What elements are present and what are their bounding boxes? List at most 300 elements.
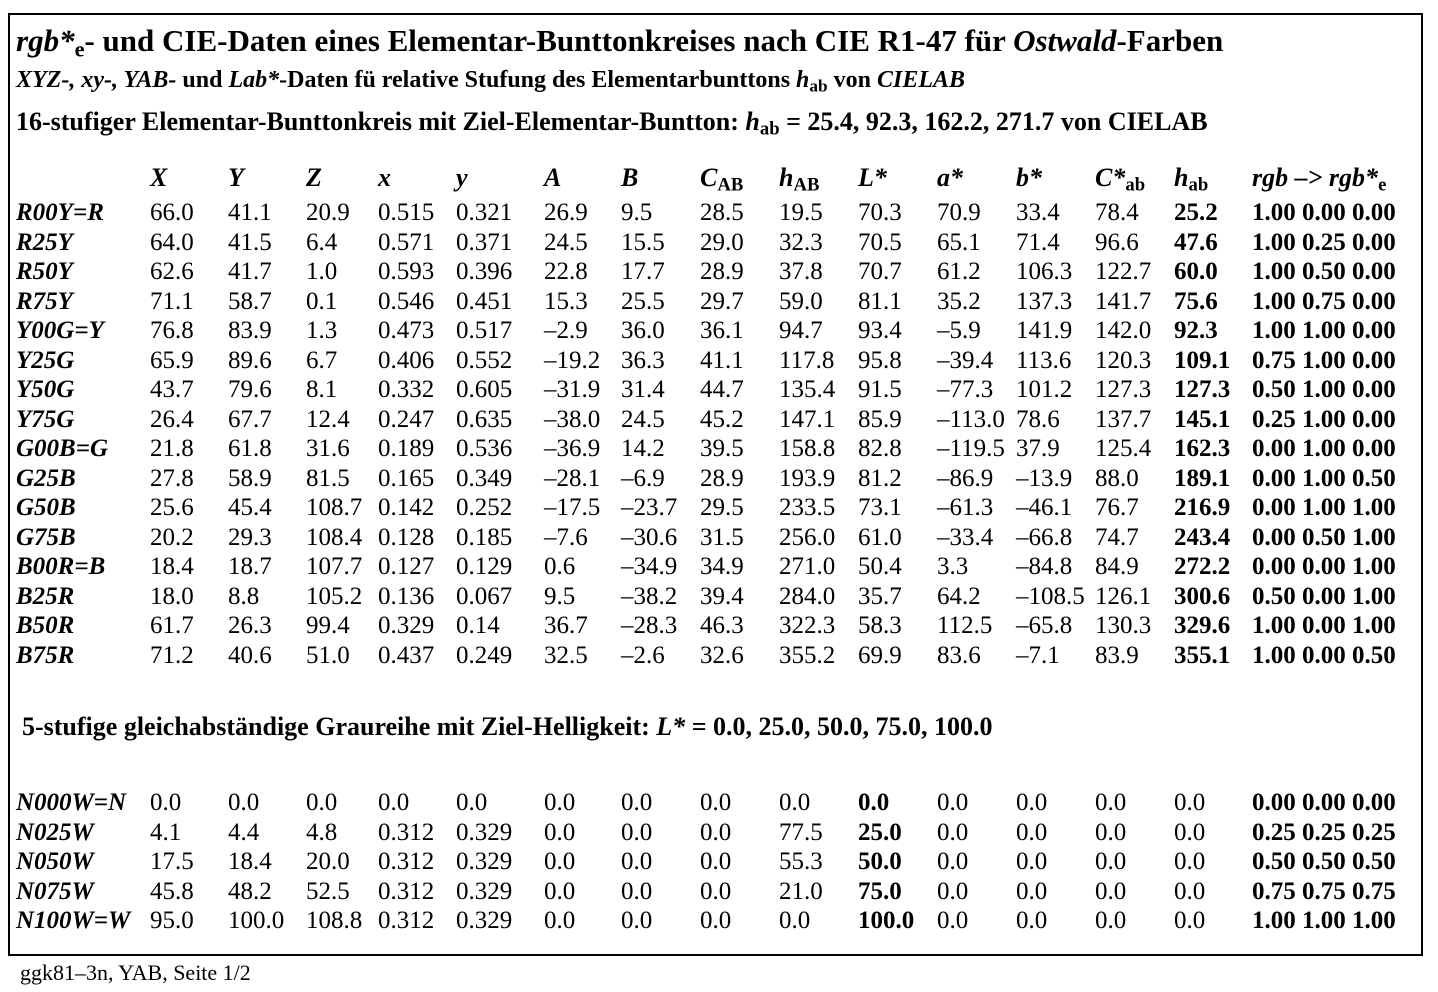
table-cell: 77.5	[779, 818, 823, 846]
table-cell: –7.6	[544, 523, 588, 551]
table-cell: 58.3	[858, 612, 902, 639]
table-cell: 70.9	[937, 199, 981, 226]
column-header: $h_{ab}$	[1174, 163, 1209, 196]
table-cell: 0.14	[456, 612, 500, 639]
heading-part: L*	[656, 712, 686, 741]
subtitle-part: h	[796, 67, 810, 93]
table-cell: 0.0	[700, 907, 732, 934]
row-label: R50Y	[16, 258, 73, 285]
table-cell: –2.6	[621, 641, 665, 669]
table-cell: 71.1	[150, 287, 194, 315]
row-label: G00B=G	[16, 435, 109, 462]
table-cell: 125.4	[1095, 435, 1152, 462]
table-cell: 15.5	[621, 228, 665, 256]
table-cell: 1.00 0.25 0.00	[1252, 228, 1396, 256]
table-cell: 0.0	[700, 877, 732, 905]
table-cell: 18.4	[150, 553, 194, 580]
table-cell: 70.3	[858, 199, 902, 226]
table-row	[10, 257, 1421, 287]
table-cell: 0.329	[456, 818, 513, 846]
table-cell: 70.5	[858, 228, 902, 256]
table-cell: 0.0	[1095, 848, 1127, 875]
row-label: R25Y	[16, 228, 73, 256]
row-label: B75R	[16, 641, 75, 669]
table-row	[10, 552, 1421, 582]
table-cell: 1.00 0.75 0.00	[1252, 287, 1396, 315]
table-cell: 0.50 1.00 0.00	[1252, 376, 1396, 403]
table-cell: 4.4	[228, 818, 260, 846]
table-cell: 300.6	[1174, 582, 1231, 610]
table-cell: 91.5	[858, 376, 902, 403]
table-cell: 36.3	[621, 346, 665, 374]
table-cell: 37.8	[779, 258, 823, 285]
table-cell: 61.2	[937, 258, 981, 285]
table-cell: 1.00 1.00 1.00	[1252, 907, 1396, 934]
table-cell: 0.252	[456, 494, 513, 521]
table-cell: 0.0	[1095, 789, 1127, 816]
table-cell: 0.312	[378, 818, 435, 846]
table-cell: 135.4	[779, 376, 836, 403]
table-cell: 0.312	[378, 877, 435, 905]
table-cell: 33.4	[1016, 199, 1060, 226]
table-cell: 24.5	[544, 228, 588, 256]
table-cell: 0.0	[378, 789, 410, 816]
table-cell: 0.0	[1095, 877, 1127, 905]
column-header: a*	[937, 163, 963, 192]
row-label: Y50G	[16, 376, 75, 403]
table-cell: 92.3	[1174, 317, 1218, 344]
title-ostwald: Ostwald	[1013, 23, 1117, 58]
table-cell: 256.0	[779, 523, 836, 551]
column-header: rgb –> $rgb*_e$	[1252, 163, 1387, 196]
row-label: Y75G	[16, 405, 75, 433]
table-cell: 108.8	[306, 907, 363, 934]
table-cell: 100.0	[858, 907, 915, 934]
table-row	[10, 906, 1421, 936]
table-cell: 29.5	[700, 494, 744, 521]
table-cell: 75.0	[858, 877, 902, 905]
table-cell: 0.571	[378, 228, 435, 256]
table-cell: 41.7	[228, 258, 272, 285]
table-cell: 9.5	[621, 199, 653, 226]
table-cell: 6.4	[306, 228, 338, 256]
table-cell: 28.9	[700, 258, 744, 285]
table-cell: 20.9	[306, 199, 350, 226]
table-row	[10, 818, 1421, 848]
row-label: G75B	[16, 523, 76, 551]
table-cell: 12.4	[306, 405, 350, 433]
row-label: B00R=B	[16, 553, 106, 580]
column-header: x	[378, 163, 391, 192]
table-cell: 0.0	[621, 848, 653, 875]
table-cell: 0.0	[306, 789, 338, 816]
table-cell: 0.349	[456, 464, 513, 492]
table-cell: 0.189	[378, 435, 435, 462]
table-cell: 17.7	[621, 258, 665, 285]
gray-series-heading	[22, 712, 993, 742]
row-label: R00Y=R	[16, 199, 104, 226]
table-cell: 41.1	[228, 199, 272, 226]
table-row	[10, 788, 1421, 818]
table-cell: 0.0	[621, 818, 653, 846]
table-cell: 355.2	[779, 641, 836, 669]
table-cell: 84.9	[1095, 553, 1139, 580]
table-cell: 0.605	[456, 376, 513, 403]
table-cell: 58.7	[228, 287, 272, 315]
table-cell: 81.1	[858, 287, 902, 315]
table-cell: 0.0	[1174, 907, 1206, 934]
table-row	[10, 287, 1421, 317]
table-cell: 17.5	[150, 848, 194, 875]
table-cell: 0.0	[1016, 848, 1048, 875]
table-cell: 1.3	[306, 317, 338, 344]
table-cell: 137.7	[1095, 405, 1152, 433]
table-cell: 78.4	[1095, 199, 1139, 226]
table-cell: 0.546	[378, 287, 435, 315]
table-cell: 117.8	[779, 346, 835, 374]
table-cell: 0.0	[700, 818, 732, 846]
page-title	[16, 23, 1224, 62]
table-cell: 21.8	[150, 435, 194, 462]
table-cell: 108.7	[306, 494, 363, 521]
table-cell: 71.2	[150, 641, 194, 669]
table-cell: –66.8	[1016, 523, 1073, 551]
table-cell: –23.7	[621, 494, 678, 521]
table-cell: 0.0	[858, 789, 890, 816]
table-cell: 322.3	[779, 612, 836, 639]
table-cell: 0.127	[378, 553, 435, 580]
table-cell: 0.332	[378, 376, 435, 403]
table-cell: –39.4	[937, 346, 994, 374]
table-cell: –46.1	[1016, 494, 1073, 521]
table-cell: 101.2	[1016, 376, 1073, 403]
table-cell: 0.0	[1095, 907, 1127, 934]
table-cell: 95.0	[150, 907, 194, 934]
subtitle-part: und	[176, 67, 229, 93]
table-cell: 64.0	[150, 228, 194, 256]
table-cell: 0.0	[150, 789, 182, 816]
table-cell: 0.75 0.75 0.75	[1252, 877, 1396, 905]
table-cell: 0.0	[544, 907, 576, 934]
table-cell: 0.0	[779, 907, 811, 934]
table-row	[10, 228, 1421, 258]
table-cell: 0.0	[544, 848, 576, 875]
table-cell: 71.4	[1016, 228, 1060, 256]
table-cell: 94.7	[779, 317, 823, 344]
row-label: Y25G	[16, 346, 75, 374]
table-cell: 100.0	[228, 907, 285, 934]
table-cell: 1.00 0.00 0.00	[1252, 199, 1396, 226]
table-cell: 0.0	[937, 877, 969, 905]
table-cell: 243.4	[1174, 523, 1231, 551]
table-cell: 95.8	[858, 346, 902, 374]
table-cell: 31.5	[700, 523, 744, 551]
table-cell: 0.0	[937, 818, 969, 846]
table-cell: –38.0	[544, 405, 601, 433]
table-cell: 50.4	[858, 553, 902, 580]
table-cell: 51.0	[306, 641, 350, 669]
table-cell: 45.8	[150, 877, 194, 905]
table-cell: 0.067	[456, 582, 513, 610]
table-cell: 142.0	[1095, 317, 1152, 344]
row-label: N050W	[16, 848, 94, 875]
table-cell: –61.3	[937, 494, 994, 521]
table-cell: 24.5	[621, 405, 665, 433]
table-cell: 19.5	[779, 199, 823, 226]
table-cell: 272.2	[1174, 553, 1231, 580]
column-header: Y	[228, 163, 244, 192]
table-cell: 9.5	[544, 582, 576, 610]
subtitle-part: Lab*	[228, 67, 280, 93]
table-cell: 141.7	[1095, 287, 1152, 315]
table-cell: 70.7	[858, 258, 902, 285]
table-cell: 0.0	[1174, 789, 1206, 816]
column-header: A	[544, 163, 562, 192]
table-cell: 99.4	[306, 612, 350, 639]
table-cell: –30.6	[621, 523, 678, 551]
table-cell: 0.0	[937, 789, 969, 816]
table-cell: 1.00 0.50 0.00	[1252, 258, 1396, 285]
table-row	[10, 464, 1421, 494]
table-cell: 0.517	[456, 317, 513, 344]
hue-circle-heading	[16, 107, 1208, 140]
column-header: B	[621, 163, 639, 192]
table-cell: 0.6	[544, 553, 576, 580]
table-cell: 0.0	[1016, 789, 1048, 816]
table-row	[10, 316, 1421, 346]
table-cell: 55.3	[779, 848, 823, 875]
table-cell: 4.8	[306, 818, 338, 846]
table-cell: –119.5	[937, 435, 1005, 462]
table-cell: 0.329	[456, 907, 513, 934]
table-row	[10, 611, 1421, 641]
table-cell: 39.4	[700, 582, 744, 610]
table-cell: 0.406	[378, 346, 435, 374]
table-cell: 46.3	[700, 612, 744, 639]
table-cell: 0.0	[1174, 848, 1206, 875]
title-text: - und CIE-Daten eines Elementar-Bunttonkreises nach CIE R1-47 für	[84, 23, 1014, 58]
table-cell: 36.7	[544, 612, 588, 639]
table-cell: 48.2	[228, 877, 272, 905]
table-cell: –5.9	[937, 317, 981, 344]
table-cell: 74.7	[1095, 523, 1139, 551]
table-row	[10, 523, 1421, 553]
table-cell: –65.8	[1016, 612, 1073, 639]
table-cell: 0.329	[456, 877, 513, 905]
column-header: $C_{AB}$	[700, 163, 744, 196]
table-cell: 0.0	[1016, 907, 1048, 934]
table-cell: 0.437	[378, 641, 435, 669]
table-cell: 34.9	[700, 553, 744, 580]
heading-sub: ab	[759, 118, 780, 140]
table-cell: 216.9	[1174, 494, 1231, 521]
table-cell: 50.0	[858, 848, 902, 875]
table-cell: –77.3	[937, 376, 994, 403]
table-row	[10, 375, 1421, 405]
table-cell: 26.9	[544, 199, 588, 226]
heading-part: = 0.0, 25.0, 50.0, 75.0, 100.0	[685, 712, 993, 741]
table-cell: 45.4	[228, 494, 272, 521]
table-cell: 0.00 0.00 0.00	[1252, 789, 1396, 816]
column-header: $h_{AB}$	[779, 163, 820, 196]
table-cell: 329.6	[1174, 612, 1231, 639]
table-cell: 1.00 1.00 0.00	[1252, 317, 1396, 344]
table-cell: 233.5	[779, 494, 836, 521]
table-cell: 62.6	[150, 258, 194, 285]
table-cell: 3.3	[937, 553, 969, 580]
row-label: G25B	[16, 464, 76, 492]
table-cell: 66.0	[150, 199, 194, 226]
table-cell: 0.593	[378, 258, 435, 285]
table-cell: 83.9	[228, 317, 272, 344]
table-row	[10, 434, 1421, 464]
table-cell: 32.6	[700, 641, 744, 669]
table-cell: 4.1	[150, 818, 182, 846]
table-frame	[8, 13, 1423, 956]
table-cell: 189.1	[1174, 464, 1231, 492]
table-cell: 52.5	[306, 877, 350, 905]
table-cell: 25.2	[1174, 199, 1218, 226]
table-cell: 18.7	[228, 553, 272, 580]
table-cell: 120.3	[1095, 346, 1152, 374]
table-cell: 0.0	[544, 789, 576, 816]
table-cell: 0.515	[378, 199, 435, 226]
subtitle-sub: ab	[809, 76, 828, 96]
table-cell: 113.6	[1016, 346, 1072, 374]
table-cell: 37.9	[1016, 435, 1060, 462]
table-cell: –113.0	[937, 405, 1005, 433]
table-cell: 89.6	[228, 346, 272, 374]
heading-part: h	[745, 107, 760, 136]
table-cell: 141.9	[1016, 317, 1073, 344]
table-cell: 145.1	[1174, 405, 1231, 433]
subtitle-part: CIELAB	[877, 67, 966, 93]
table-cell: 25.6	[150, 494, 194, 521]
table-cell: 107.7	[306, 553, 363, 580]
subtitle-part: -Daten fü relative Stufung des Elementarbunttons	[279, 67, 797, 93]
table-cell: 32.5	[544, 641, 588, 669]
table-cell: 0.00 1.00 0.50	[1252, 464, 1396, 492]
table-cell: 271.0	[779, 553, 836, 580]
table-cell: 44.7	[700, 376, 744, 403]
table-cell: 81.5	[306, 464, 350, 492]
table-cell: 0.0	[1174, 877, 1206, 905]
title-rgb: rgb*	[16, 23, 75, 58]
table-cell: 67.7	[228, 405, 272, 433]
table-cell: 0.473	[378, 317, 435, 344]
table-cell: 0.536	[456, 435, 513, 462]
table-cell: 36.0	[621, 317, 665, 344]
table-cell: 0.50 0.50 0.50	[1252, 848, 1396, 875]
table-cell: 76.8	[150, 317, 194, 344]
table-cell: 158.8	[779, 435, 836, 462]
table-cell: 105.2	[306, 582, 363, 610]
table-cell: 76.7	[1095, 494, 1139, 521]
table-cell: 0.396	[456, 258, 513, 285]
table-cell: 0.75 1.00 0.00	[1252, 346, 1396, 374]
table-cell: 0.0	[544, 818, 576, 846]
table-cell: 18.4	[228, 848, 272, 875]
table-cell: –38.2	[621, 582, 678, 610]
table-row	[10, 582, 1421, 612]
table-cell: 0.185	[456, 523, 513, 551]
table-cell: 0.0	[621, 907, 653, 934]
table-cell: –17.5	[544, 494, 601, 521]
table-row	[10, 847, 1421, 877]
table-cell: 0.0	[1174, 818, 1206, 846]
table-cell: 0.00 0.00 1.00	[1252, 553, 1396, 580]
table-cell: 0.00 1.00 1.00	[1252, 494, 1396, 521]
table-cell: 29.7	[700, 287, 744, 315]
table-cell: 35.2	[937, 287, 981, 315]
table-cell: 8.1	[306, 376, 338, 403]
table-cell: 0.0	[621, 877, 653, 905]
table-cell: –86.9	[937, 464, 994, 492]
row-label: N000W=N	[16, 789, 127, 816]
table-cell: 1.00 0.00 1.00	[1252, 612, 1396, 639]
table-cell: 88.0	[1095, 464, 1139, 492]
table-cell: –34.9	[621, 553, 678, 580]
table-cell: 137.3	[1016, 287, 1073, 315]
row-label: N075W	[16, 877, 94, 905]
table-cell: 29.3	[228, 523, 272, 551]
table-cell: 18.0	[150, 582, 194, 610]
table-cell: 35.7	[858, 582, 902, 610]
table-cell: –36.9	[544, 435, 601, 462]
table-cell: 0.136	[378, 582, 435, 610]
table-cell: 0.1	[306, 287, 338, 315]
table-cell: –28.1	[544, 464, 601, 492]
table-cell: 0.142	[378, 494, 435, 521]
table-cell: 64.2	[937, 582, 981, 610]
table-cell: –84.8	[1016, 553, 1073, 580]
table-cell: 0.0	[700, 848, 732, 875]
table-cell: 26.3	[228, 612, 272, 639]
heading-part: = 25.4, 92.3, 162.2, 271.7 von CIELAB	[779, 107, 1208, 136]
heading-part: 16-stufiger Elementar-Bunttonkreis mit Ziel-Elementar-Buntton:	[16, 107, 746, 136]
table-cell: 29.0	[700, 228, 744, 256]
table-cell: 6.7	[306, 346, 338, 374]
table-cell: 41.5	[228, 228, 272, 256]
table-cell: 21.0	[779, 877, 823, 905]
table-cell: 22.8	[544, 258, 588, 285]
table-cell: 0.129	[456, 553, 513, 580]
table-cell: 0.0	[1016, 818, 1048, 846]
table-cell: 40.6	[228, 641, 272, 669]
table-cell: –31.9	[544, 376, 601, 403]
table-row	[10, 641, 1421, 671]
subtitle-part: von	[827, 67, 878, 93]
table-cell: 106.3	[1016, 258, 1073, 285]
table-cell: –28.3	[621, 612, 678, 639]
table-cell: 26.4	[150, 405, 194, 433]
table-cell: 20.0	[306, 848, 350, 875]
column-header: Z	[306, 163, 322, 192]
table-cell: 65.9	[150, 346, 194, 374]
table-cell: 47.6	[1174, 228, 1218, 256]
table-cell: 1.00 0.00 0.50	[1252, 641, 1396, 669]
table-cell: 15.3	[544, 287, 588, 315]
heading-part: 5-stufige gleichabständige Graureihe mit Ziel-Helligkeit:	[22, 712, 657, 741]
row-label: N025W	[16, 818, 94, 846]
table-cell: 0.249	[456, 641, 513, 669]
table-cell: 31.6	[306, 435, 350, 462]
table-cell: 0.0	[937, 907, 969, 934]
table-cell: 28.9	[700, 464, 744, 492]
table-cell: 0.635	[456, 405, 513, 433]
table-cell: 27.8	[150, 464, 194, 492]
table-cell: 45.2	[700, 405, 744, 433]
